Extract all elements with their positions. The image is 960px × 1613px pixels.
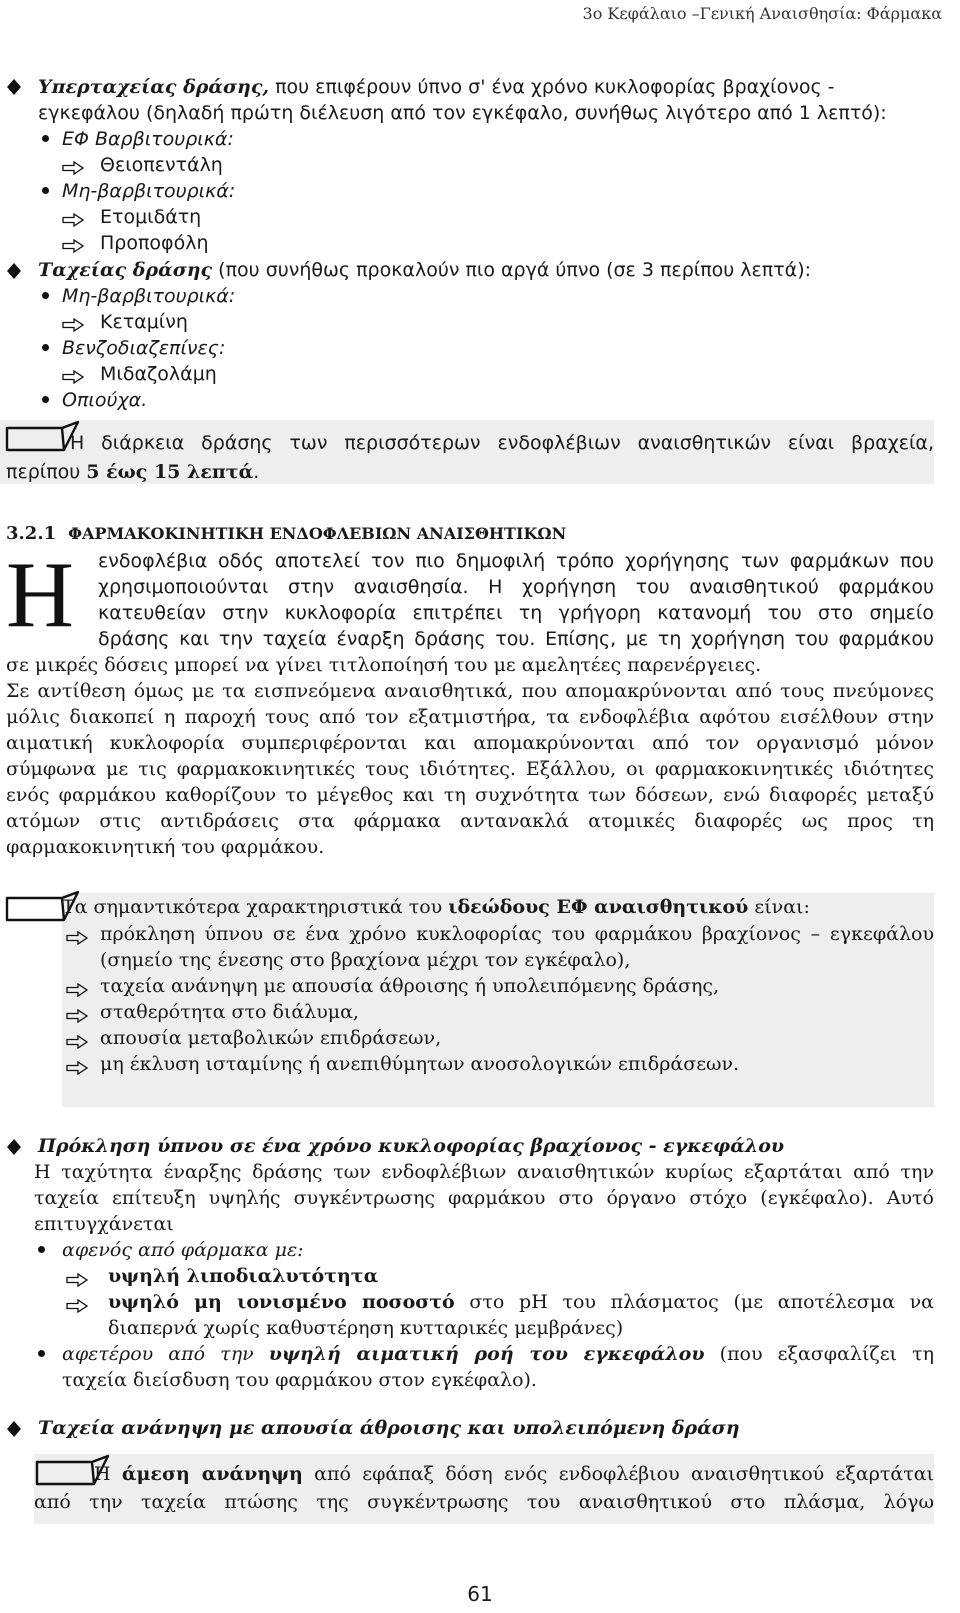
arrow-right-icon (62, 315, 84, 329)
induction-line2: ταχεία επίτευξη υψηλής συγκέντρωσης φαρμάκου στο όργανο στόχο (εγκέφαλο). Αυτό (34, 1187, 934, 1209)
para2-line2: μόλις διακοπεί η παροχή τους από τον εξατμιστήρα, τα ενδοφλέβια αφότου εισέλθουν στην (6, 706, 934, 728)
arrow-right-icon (66, 1296, 88, 1310)
bullet-benzodiazepines: Βενζοδιαζεπίνες: (62, 337, 226, 359)
induction-bullet-2-post: (που εξασφαλίζει τη (704, 1343, 934, 1365)
para2-last-line: φαρμακοκινητική του φαρμάκου. (6, 836, 325, 858)
bullet-opioids: Οπιούχα. (62, 389, 148, 411)
arrow-right-icon (62, 210, 84, 224)
bullet-dot-icon (42, 187, 49, 194)
section-title: ΦΑΡΜΑΚΟΚΙΝΗΤΙΚΗ ΕΝΔΟΦΛΕΒΙΩΝ ΑΝΑΙΣΘΗΤΙΚΩΝ (68, 524, 567, 543)
para1-line2: χρησιμοποιούνται στην αναισθησία. Η χορήγηση του αναισθητικού φαρμάκου (98, 576, 934, 598)
bullet-non-barbiturates: Μη-βαρβιτουρικά: (62, 180, 236, 202)
running-header: 3ο Κεφάλαιο –Γενική Αναισθησία: Φάρμακα (582, 4, 942, 23)
bullet-dot-icon (42, 135, 49, 142)
bullet-barbiturates: ΕΦ Βαρβιτουρικά: (62, 128, 234, 150)
fast-title: Ταχείας δράσης (38, 259, 213, 281)
ideal-item-4: απουσία μεταβολικών επιδράσεων, (100, 1027, 442, 1049)
induction-bullet-2 (62, 1342, 934, 1367)
para1-line4: δράσης και την ταχεία έναρξη δράσης του. Επίσης, με τη χορήγηση του φαρμάκου (98, 628, 934, 650)
diamond-bullet-icon (6, 1420, 22, 1436)
induction-line1: Η ταχύτητα έναρξης δράσης των ενδοφλέβιων αναισθητικών κυρίως εξαρτάται από την (34, 1161, 934, 1183)
induction-sub-1: υψηλή λιποδιαλυτότητα (108, 1265, 379, 1287)
note1-pre: περίπου (6, 461, 87, 483)
diamond-bullet-icon (6, 78, 22, 94)
arrow-right-icon (62, 367, 84, 381)
hyper-heading-line (38, 75, 835, 99)
recovery-note-bold: άμεση ανάνηψη (121, 1463, 303, 1485)
induction-bullet-2-pre: αφετέρου από την (62, 1343, 269, 1365)
drug-ketamine: Κεταμίνη (100, 311, 188, 333)
drug-thiopental: Θειοπεντάλη (100, 154, 223, 176)
note1-line1: Η διάρκεια δράσης των περισσότερων ενδοφλέβιων αναισθητικών είναι βραχεία, (70, 432, 934, 454)
bullet-dot-icon (42, 396, 49, 403)
arrow-right-icon (66, 928, 88, 942)
bullet-dot-icon (42, 344, 49, 351)
induction-sub-2-rest: στο pH του πλάσματος (με αποτέλεσμα να (454, 1291, 934, 1313)
induction-heading: Πρόκληση ύπνου σε ένα χρόνο κυκλοφορίας βραχίονος - εγκεφάλου (38, 1135, 785, 1157)
bullet-non-barbiturates-2: Μη-βαρβιτουρικά: (62, 285, 236, 307)
induction-bullet-2-bold: υψηλή αιματική ροή του εγκεφάλου (268, 1343, 705, 1365)
drop-cap: Η (6, 543, 74, 647)
ideal-intro-bold: ιδεώδους ΕΦ αναισθητικού (448, 896, 749, 918)
drug-etomidate: Ετομιδάτη (100, 206, 202, 228)
arrow-right-icon (66, 1270, 88, 1284)
recovery-note-line1 (94, 1462, 934, 1487)
para2-line6: ατόμων στις αντιδράσεις στα φάρμακα αντανακλά ατομικές διαφορές ως προς τη (6, 810, 934, 832)
arrow-right-icon (66, 1058, 88, 1072)
induction-sub-2 (108, 1290, 934, 1315)
arrow-right-icon (62, 236, 84, 250)
para2-line5: ενός φαρμάκου καθορίζουν το μέγεθος και τη συχνότητα των δόσεων, ενώ διαφορές μεταξύ (6, 784, 934, 806)
arrow-right-icon (66, 1006, 88, 1020)
fast-text: (που συνήθως προκαλούν πιο αργά ύπνο (σε 3 περίπου λεπτά): (212, 259, 812, 281)
diamond-bullet-icon (6, 262, 22, 278)
bullet-dot-icon (38, 1246, 45, 1253)
fast-heading-line (38, 258, 811, 282)
diamond-bullet-icon (6, 1138, 22, 1154)
ideal-item-1-cont: (σημείο της ένεσης στο βραχίονα μέχρι τον εγκέφαλο), (100, 949, 631, 971)
para2-line1: Σε αντίθεση όμως με τα εισπνεόμενα αναισθητικά, που απομακρύνονται από τους πνεύμονες (6, 680, 934, 702)
ideal-item-3: σταθερότητα στο διάλυμα, (100, 1001, 359, 1023)
ideal-item-5: μη έκλυση ισταμίνης ή ανεπιθύμητων ανοσολογικών επιδράσεων. (100, 1053, 740, 1075)
recovery-heading: Ταχεία ανάνηψη με απουσία άθροισης και υπολειπόμενη δράση (38, 1417, 740, 1439)
ideal-intro (62, 895, 810, 919)
bullet-dot-icon (38, 1350, 45, 1357)
recovery-note-pre: Η (94, 1463, 122, 1485)
para1-last-line: σε μικρές δόσεις μπορεί να γίνει τιτλοποίησή του με αμελητέες παρενέργειες. (6, 654, 762, 676)
section-number: 3.2.1 (6, 523, 57, 544)
note1-bold: 5 έως 15 λεπτά (86, 461, 254, 483)
induction-bullet-1: αφενός από φάρμακα με: (62, 1239, 304, 1261)
induction-line3: επιτυγχάνεται (34, 1213, 174, 1235)
hyper-text: που επιφέρουν ύπνο σ' ένα χρόνο κυκλοφορίας βραχίονος - (269, 76, 835, 98)
ideal-intro-pre: Τα σημαντικότερα χαρακτηριστικά του (62, 896, 449, 918)
ideal-item-1: πρόκληση ύπνου σε ένα χρόνο κυκλοφορίας του φαρμάκου βραχίονος – εγκεφάλου (100, 923, 934, 945)
drug-midazolam: Μιδαζολάμη (100, 363, 217, 385)
drug-propofol: Προποφόλη (100, 232, 209, 254)
para1-line1: ενδοφλέβια οδός αποτελεί τον πιο δημοφιλή τρόπο χορήγησης των φαρμάκων που (98, 550, 934, 572)
hyper-title: Υπερταχείας δράσης, (38, 76, 270, 98)
para1-line3: κατευθείαν στην κυκλοφορία επιτρέπει τη γρήγορη κατανομή του στο σημείο (98, 602, 934, 624)
note1-line2 (6, 460, 259, 484)
para2-line4: σύμφωνα με τις φαρμακοκινητικές τους ιδιότητες. Εξάλλου, οι φαρμακοκινητικές ιδιότητες (6, 758, 934, 780)
ideal-intro-post: είναι: (748, 896, 810, 918)
bullet-dot-icon (42, 292, 49, 299)
arrow-right-icon (66, 980, 88, 994)
induction-sub-2-cont: διαπερνά χωρίς καθυστέρηση κυτταρικές μεμβράνες) (108, 1317, 624, 1339)
induction-sub-2-bold: υψηλό μη ιονισμένο ποσοστό (108, 1291, 455, 1313)
ideal-item-2: ταχεία ανάνηψη με απουσία άθροισης ή υπολειπόμενης δράσης, (100, 975, 720, 997)
note1-post: . (253, 461, 260, 483)
hyper-text-line2: εγκεφάλου (δηλαδή πρώτη διέλευση από τον εγκέφαλο, συνήθως λιγότερο από 1 λεπτό): (38, 102, 887, 124)
page-number: 61 (467, 1582, 493, 1606)
arrow-right-icon (66, 1032, 88, 1046)
induction-bullet-2-cont: ταχεία διείσδυση του φαρμάκου στον εγκέφαλο). (62, 1369, 537, 1391)
recovery-note-post: από εφάπαξ δόση ενός ενδοφλέβιου αναισθητικού εξαρτάται (302, 1463, 935, 1485)
recovery-note-line2: από την ταχεία πτώσης της συγκέντρωσης του αναισθητικού στο πλάσμα, λόγω (34, 1491, 934, 1513)
para2-line3: αιματική κυκλοφορία συμπεριφέρονται και απομακρύνονται από τον οργανισμό μόνον (6, 732, 934, 754)
arrow-right-icon (62, 158, 84, 172)
section-heading (6, 522, 566, 546)
